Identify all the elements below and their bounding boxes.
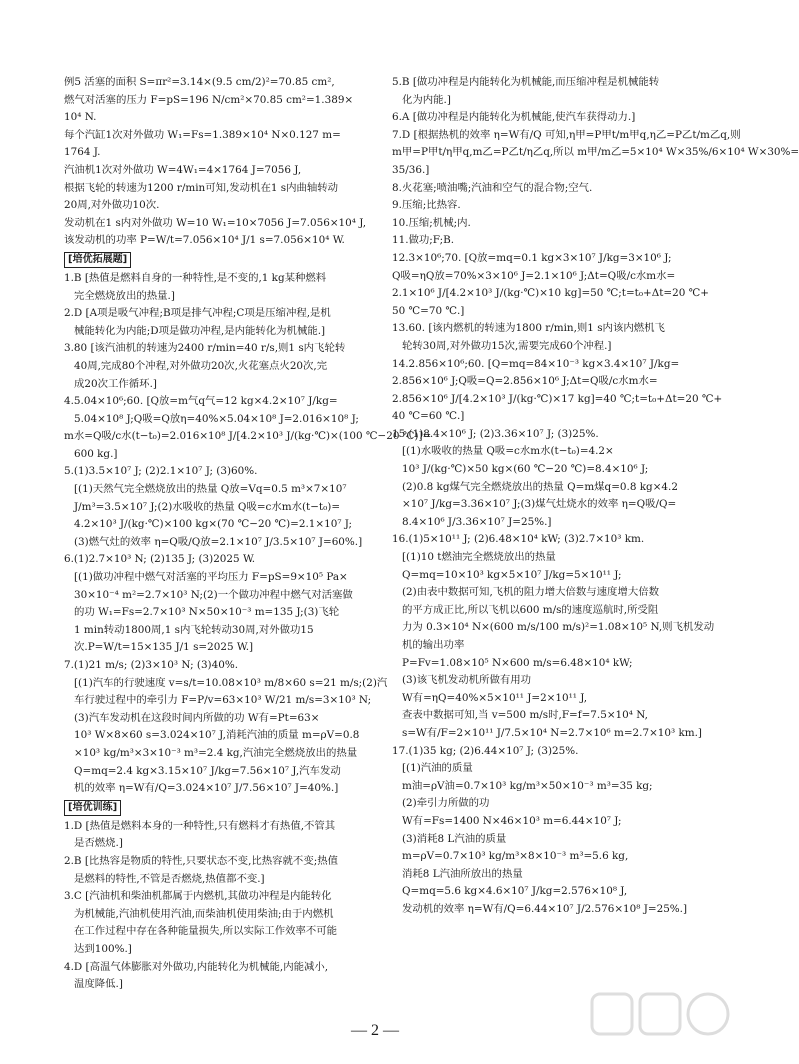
right-column: [392, 74, 799, 919]
text-line: 温度降低.]: [74, 978, 123, 991]
text-line: 20周,对外做功10次.: [64, 199, 160, 212]
text-line: 9.压缩;比热容.: [392, 199, 461, 212]
text-line: (3)该飞机发动机所做有用功: [402, 674, 532, 687]
section-header: [64, 798, 380, 818]
text-line: 1.B [热值是燃料自身的一种特性,是不变的,1 kg某种燃料: [64, 271, 327, 284]
text-line: 机的输出功率: [402, 639, 465, 651]
text-line: 查表中数据可知,当 v=500 m/s时,F=f=7.5×10⁴ N,: [402, 709, 648, 722]
text-line: 例5 活塞的面积 S=πr²=3.14×(9.5 cm/2)²=70.85 cm²,: [64, 76, 335, 88]
text-line: 轮转30周,对外做功15次,需要完成60个冲程.]: [402, 339, 612, 352]
text-line: 6.A [做功冲程是内能转化为机械能,使汽车获得动力.]: [392, 111, 636, 124]
text-line: [(1)汽车的行驶速度 v=s/t=10.08×10³ m/8×60 s=21 m/s;(2)汽: [74, 676, 388, 689]
section-header-label: [培优拓展题]: [64, 252, 131, 268]
text-line: 成20次工作循环.]: [74, 377, 157, 390]
text-line: 7.(1)21 m/s; (2)3×10³ N; (3)40%.: [64, 659, 239, 671]
text-line: 3.80 [该汽油机的转速为2400 r/min=40 r/s,则1 s内飞轮转: [64, 342, 346, 355]
text-line: (2)由表中数据可知,飞机的阻力增大倍数与速度增大倍数: [402, 586, 660, 599]
text-line: W有=ηQ=40%×5×10¹¹ J=2×10¹¹ J,: [402, 691, 588, 704]
text-line: 11.做功;F;B.: [392, 234, 455, 247]
text-line: 2.1×10⁶ J/[4.2×10³ J/(kg·℃)×10 kg]=50 ℃;t=t₀+Δt=20 ℃+: [392, 287, 709, 300]
text-line: 4.2×10³ J/(kg·℃)×100 kg×(70 ℃−20 ℃)=2.1×10⁷ J;: [74, 518, 353, 531]
text-line: 15.(1)8.4×10⁶ J; (2)3.36×10⁷ J; (3)25%.: [392, 427, 599, 440]
text-line: 12.3×10⁶;70. [Q放=mq=0.1 kg×3×10⁷ J/kg=3×10⁶ J;: [392, 251, 672, 264]
text-line: 2.B [比热容是物质的特性,只要状态不变,比热容就不变;热值: [64, 854, 338, 867]
text-line: 的平方成正比,所以飞机以600 m/s的速度巡航时,所受阻: [402, 603, 659, 616]
text-line: 2.856×10⁶ J;Q吸=Q=2.856×10⁶ J;Δt=Q吸/c水m水=: [392, 375, 658, 388]
text-line: 16.(1)5×10¹¹ J; (2)6.48×10⁴ kW; (3)2.7×10³ km.: [392, 533, 645, 546]
text-line: 5.04×10⁸ J;Q吸=Q放η=40%×5.04×10⁸ J=2.016×10⁸ J;: [74, 412, 359, 425]
text-line: (3)燃气灶的效率 η=Q吸/Q放=2.1×10⁷ J/3.5×10⁷ J=60%.]: [74, 535, 363, 548]
text-line: 13.60. [该内燃机的转速为1800 r/min,则1 s内该内燃机飞: [392, 322, 665, 335]
text-line: 机的效率 η=W有/Q=3.024×10⁷ J/7.56×10⁷ J=40%.]: [74, 782, 339, 795]
text-line: 汽油机1次对外做功 W=4W₁=4×1764 J=7056 J,: [64, 163, 302, 176]
text-line: 发动机在1 s内对外做功 W=10 W₁=10×7056 J=7.056×10⁴ J,: [64, 216, 367, 229]
text-line: 40周,完成80个冲程,对外做功20次,火花塞点火20次,完: [74, 359, 328, 372]
section-header-label: [培优训练]: [64, 800, 121, 816]
text-line: m油=ρV油=0.7×10³ kg/m³×50×10⁻³ m³=35 kg;: [402, 779, 653, 792]
text-line: Q=mq=2.4 kg×3.15×10⁷ J/kg=7.56×10⁷ J,汽车发动: [74, 764, 341, 777]
text-line: [(1)10 t燃油完全燃烧放出的热量: [402, 551, 556, 564]
text-line: 8.火花塞;喷油嘴;汽油和空气的混合物;空气.: [392, 181, 593, 194]
text-line: 是否燃烧.]: [74, 837, 123, 850]
text-line: 10⁴ N.: [64, 111, 97, 124]
text-line: 10³ W×8×60 s=3.024×10⁷ J,消耗汽油的质量 m=ρV=0.8: [74, 729, 360, 742]
text-line: [(1)汽油的质量: [402, 762, 473, 775]
text-line: 7.D [根据热机的效率 η=W有/Q 可知,η甲=P甲t/m甲q,η乙=P乙t/m乙q,则: [392, 128, 741, 141]
text-line: 每个汽缸1次对外做功 W₁=Fs=1.389×10⁴ N×0.127 m=: [64, 128, 341, 141]
text-line: 2.D [A项是吸气冲程;B项是排气冲程;C项是压缩冲程,是机: [64, 307, 331, 320]
text-line: 根据飞轮的转速为1200 r/min可知,发动机在1 s内曲轴转动: [64, 181, 339, 194]
text-line: 17.(1)35 kg; (2)6.44×10⁷ J; (3)25%.: [392, 744, 579, 757]
text-line: Q吸=ηQ放=70%×3×10⁶ J=2.1×10⁶ J;Δt=Q吸/c水m水=: [392, 269, 676, 282]
text-line: [(1)天然气完全燃烧放出的热量 Q放=Vq=0.5 m³×7×10⁷: [74, 483, 347, 496]
text-line: 2.856×10⁶ J/[4.2×10³ J/(kg·℃)×17 kg]=40 ℃;t=t₀+Δt=20 ℃+: [392, 392, 723, 405]
text-line: Q=mq=10×10³ kg×5×10⁷ J/kg=5×10¹¹ J;: [402, 568, 622, 581]
text-line: 力为 0.3×10⁴ N×(600 m/s/100 m/s)²=1.08×10⁵ N,则飞机发动: [402, 621, 715, 634]
watermark-logo: [588, 988, 738, 1058]
text-line: 1.D [热值是燃料本身的一种特性,只有燃料才有热值,不管其: [64, 819, 336, 832]
text-line: 械能转化为内能;D项是做功冲程,是内能转化为机械能.]: [74, 324, 326, 337]
text-line: W有=Fs=1400 N×46×10³ m=6.44×10⁷ J;: [402, 814, 622, 827]
text-line: Q=mq=5.6 kg×4.6×10⁷ J/kg=2.576×10⁸ J,: [402, 885, 628, 898]
text-line: s=W有/F=2×10¹¹ J/7.5×10⁴ N=2.7×10⁶ m=2.7×10³ km.]: [402, 726, 702, 739]
text-line: 是燃料的特性,不管是否燃烧,热值都不变.]: [74, 872, 265, 885]
text-line: 1764 J.: [64, 146, 101, 159]
text-line: 50 ℃=70 ℃.]: [392, 304, 465, 317]
text-line: 发动机的效率 η=W有/Q=6.44×10⁷ J/2.576×10⁸ J=25%.]: [402, 902, 688, 915]
text-line: 8.4×10⁶ J/3.36×10⁷ J=25%.]: [402, 515, 552, 528]
text-line: 6.(1)2.7×10³ N; (2)135 J; (3)2025 W.: [64, 553, 256, 566]
text-line: 30×10⁻⁴ m²=2.7×10³ N;(2)一个做功冲程中燃气对活塞做: [74, 588, 353, 601]
text-line: 次.P=W/t=15×135 J/1 s=2025 W.]: [74, 641, 254, 654]
text-line: (3)汽车发动机在这段时间内所做的功 W有=Pt=63×: [74, 711, 320, 724]
text-line: 14.2.856×10⁶;60. [Q=mq=84×10⁻³ kg×3.4×10⁷ J/kg=: [392, 357, 680, 370]
text-line: m=ρV=0.7×10³ kg/m³×8×10⁻³ m³=5.6 kg,: [402, 850, 629, 863]
text-line: 为机械能,汽油机使用汽油,而柴油机使用柴油;由于内燃机: [74, 907, 334, 920]
text-line: 车行驶过程中的牵引力 F=P/v=63×10³ W/21 m/s=3×10³ N;: [74, 694, 372, 707]
text-line: 化为内能.]: [402, 93, 451, 106]
text-line: 10³ J/(kg·℃)×50 kg×(60 ℃−20 ℃)=8.4×10⁶ J;: [402, 463, 649, 476]
section-header: [64, 250, 380, 270]
text-line: 1 min转动1800周,1 s内飞轮转动30周,对外做功15: [74, 623, 314, 636]
page-number: — 2 —: [351, 1022, 399, 1039]
text-line: ×10⁷ J/kg=3.36×10⁷ J;(3)煤气灶烧水的效率 η=Q吸/Q=: [402, 498, 677, 511]
text-line: 5.(1)3.5×10⁷ J; (2)2.1×10⁷ J; (3)60%.: [64, 465, 258, 478]
text-line: 完全燃烧放出的热量.]: [74, 289, 175, 302]
text-line: (2)0.8 kg煤气完全燃烧放出的热量 Q=m煤q=0.8 kg×4.2: [402, 480, 678, 493]
text-line: 3.C [汽油机和柴油机都属于内燃机,其做功冲程是内能转化: [64, 890, 332, 903]
text-line: ×10³ kg/m³×3×10⁻³ m³=2.4 kg,汽油完全燃烧放出的热量: [74, 746, 358, 759]
text-line: 消耗8 L汽油所放出的热量: [402, 867, 523, 880]
text-line: P=Fv=1.08×10⁵ N×600 m/s=6.48×10⁴ kW;: [402, 656, 633, 669]
text-line: m甲=P甲t/η甲q,m乙=P乙t/η乙q,所以 m甲/m乙=5×10⁴ W×35%/6×10⁴ W×30%=: [392, 146, 799, 159]
text-line: (3)消耗8 L汽油的质量: [402, 832, 507, 845]
text-line: m水=Q吸/c水(t−t₀)=2.016×10⁸ J/[4.2×10³ J/(kg·℃)×(100 ℃−20 ℃)]=: [64, 430, 432, 443]
text-line: 燃气对活塞的压力 F=pS=196 N/cm²×70.85 cm²=1.389×: [64, 93, 354, 106]
text-line: [(1)做功冲程中燃气对活塞的平均压力 F=pS=9×10⁵ Pa×: [74, 571, 348, 584]
text-line: 达到100%.]: [74, 942, 132, 955]
text-line: 4.D [高温气体膨胀对外做功,内能转化为机械能,内能减小,: [64, 960, 329, 973]
text-line: (2)牵引力所做的功: [402, 797, 490, 810]
text-line: 10.压缩;机械;内.: [392, 216, 471, 229]
text-line: 在工作过程中存在各种能量损失,所以实际工作效率不可能: [74, 925, 338, 938]
text-line: 35/36.]: [392, 163, 430, 176]
text-line: 600 kg.]: [74, 447, 118, 460]
text-line: 5.B [做功冲程是内能转化为机械能,而压缩冲程是机械能转: [392, 76, 660, 88]
text-line: 该发动机的功率 P=W/t=7.056×10⁴ J/1 s=7.056×10⁴ W.: [64, 234, 345, 247]
text-line: [(1)水吸收的热量 Q吸=c水m水(t−t₀)=4.2×: [402, 445, 614, 458]
text-line: 4.5.04×10⁶;60. [Q放=m气q气=12 kg×4.2×10⁷ J/kg=: [64, 395, 338, 408]
text-line: 的功 W₁=Fs=2.7×10³ N×50×10⁻³ m=135 J;(3)飞轮: [74, 606, 340, 619]
text-line: 40 ℃=60 ℃.]: [392, 410, 465, 423]
text-line: J/m³=3.5×10⁷ J;(2)水吸收的热量 Q吸=c水m水(t−t₀)=: [74, 500, 341, 513]
